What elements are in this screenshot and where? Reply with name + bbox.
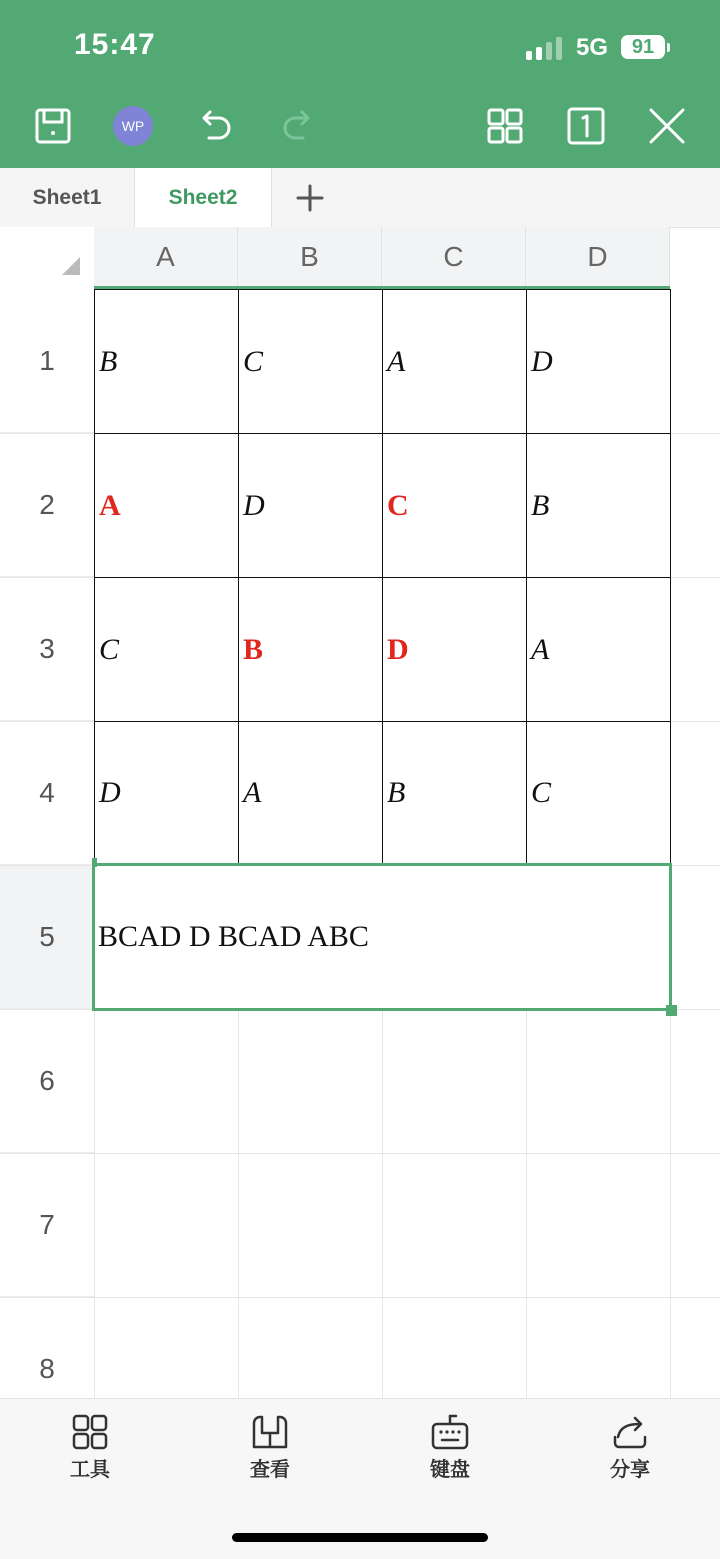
cell-d2[interactable]: B (526, 433, 671, 578)
battery-cap (667, 43, 670, 52)
grid-line (526, 1009, 527, 1399)
save-button[interactable] (31, 104, 75, 148)
row-header-3[interactable]: 3 (0, 577, 94, 721)
save-icon (33, 106, 73, 146)
undo-button[interactable] (193, 104, 237, 148)
grid-line (0, 1297, 720, 1298)
cell-c2[interactable]: C (382, 433, 527, 578)
add-sheet-button[interactable] (272, 168, 348, 227)
cell-b1[interactable]: C (238, 289, 383, 434)
undo-icon (195, 106, 235, 146)
sheet-tabs (0, 168, 720, 228)
grid-line (0, 1153, 720, 1154)
cell-b4[interactable]: A (238, 721, 383, 865)
grid-line (238, 1009, 239, 1399)
row-header-2[interactable]: 2 (0, 433, 94, 577)
cell-d3[interactable]: A (526, 577, 671, 722)
select-all-triangle-icon (0, 227, 94, 289)
row-header-7[interactable]: 7 (0, 1153, 94, 1297)
grid-line (382, 1009, 383, 1399)
cell-b3[interactable]: B (238, 577, 383, 722)
share-icon (610, 1413, 650, 1451)
row-header-5[interactable]: 5 (0, 865, 94, 1009)
row-header-4[interactable]: 4 (0, 721, 94, 865)
row-header-1[interactable]: 1 (0, 289, 94, 433)
grid-icon (485, 106, 525, 146)
grid-view-button[interactable] (483, 104, 527, 148)
view-label: 查看 (250, 1459, 290, 1481)
cell-a2[interactable]: A (94, 433, 239, 578)
redo-button[interactable] (275, 104, 319, 148)
share-label: 分享 (610, 1459, 650, 1481)
keyboard-button[interactable] (390, 1413, 510, 1482)
grid-line (94, 1009, 95, 1399)
network-type: 5G (576, 34, 609, 61)
row-header-6[interactable]: 6 (0, 1009, 94, 1153)
column-header-c[interactable]: C (382, 227, 526, 289)
cell-d4[interactable]: C (526, 721, 671, 865)
select-all-corner[interactable] (0, 227, 94, 289)
redo-icon (277, 106, 317, 146)
cell-c3[interactable]: D (382, 577, 527, 722)
cell-a4[interactable]: D (94, 721, 239, 865)
page-count-button[interactable] (564, 104, 608, 148)
signal-icon (526, 36, 566, 60)
avatar[interactable]: WP (113, 106, 153, 146)
cell-c1[interactable]: A (382, 289, 527, 434)
tools-label: 工具 (70, 1459, 110, 1481)
selection-handle[interactable] (666, 1005, 677, 1016)
tab-sheet1[interactable]: Sheet1 (0, 168, 135, 227)
selection-handle-top[interactable] (92, 858, 97, 867)
cell-a1[interactable]: B (94, 289, 239, 434)
merged-cell-a5-d5[interactable]: BCAD D BCAD ABC (92, 863, 672, 1011)
cell-b2[interactable]: D (238, 433, 383, 578)
keyboard-icon (430, 1413, 470, 1451)
tools-button[interactable] (30, 1413, 150, 1482)
close-button[interactable] (645, 104, 689, 148)
top-bar (0, 0, 720, 168)
status-time: 15:47 (74, 28, 156, 61)
row-header-8[interactable]: 8 (0, 1297, 94, 1441)
view-button[interactable] (210, 1413, 330, 1482)
cell-a3[interactable]: C (94, 577, 239, 722)
cell-d1[interactable]: D (526, 289, 671, 434)
column-header-a[interactable]: A (94, 227, 238, 289)
cell-c4[interactable]: B (382, 721, 527, 865)
keyboard-label: 键盘 (430, 1459, 470, 1481)
close-icon (647, 106, 687, 146)
tab-sheet2[interactable]: Sheet2 (135, 168, 272, 227)
home-indicator[interactable] (232, 1533, 488, 1542)
tools-icon (70, 1413, 110, 1451)
share-button[interactable] (570, 1413, 690, 1482)
column-header-d[interactable]: D (526, 227, 670, 289)
view-icon (250, 1413, 290, 1451)
column-header-b[interactable]: B (238, 227, 382, 289)
battery-icon: 91 (621, 35, 665, 59)
page-number-icon (566, 106, 606, 146)
plus-icon (295, 183, 325, 213)
